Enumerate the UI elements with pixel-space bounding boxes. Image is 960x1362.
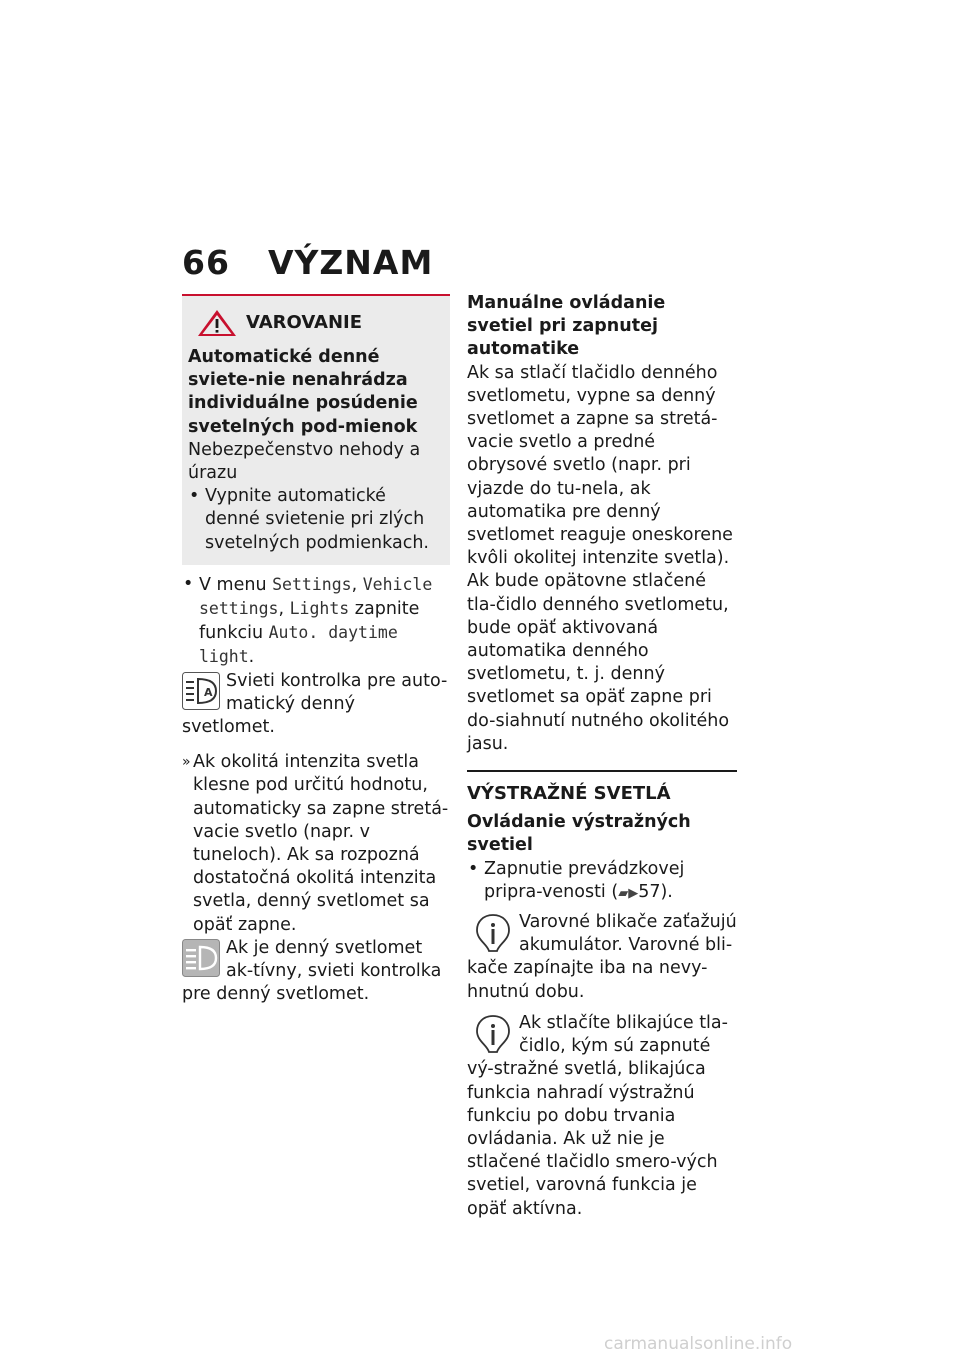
info-icon — [475, 913, 511, 953]
menu-text-1: V menu — [199, 574, 273, 595]
warning-heading: Automatické denné sviete-nie nenahrádza individuálne posúdenie svetelných pod-mienok — [188, 347, 418, 437]
svg-text:A: A — [204, 685, 213, 699]
page-ref-link[interactable]: 57 — [638, 881, 661, 902]
info-paragraph-2 — [467, 1012, 737, 1221]
watermark: carmanualsonline.info — [604, 1334, 793, 1354]
daytime-light-indicator-icon — [182, 939, 220, 977]
bullet-end: ). — [660, 881, 673, 902]
warning-header — [188, 308, 442, 338]
lamp-paragraph — [182, 937, 450, 1007]
ignition-bullet — [467, 858, 737, 905]
menu-text-5: . — [248, 647, 255, 668]
page-number: 66 — [182, 243, 230, 282]
page-title: VÝZNAM — [267, 243, 434, 282]
warning-box — [182, 294, 450, 565]
section-title: VÝSTRAŽNÉ SVETLÁ — [467, 783, 671, 805]
info-paragraph-1 — [467, 911, 737, 1004]
right-column — [467, 292, 737, 1221]
auto-lamp-text: Svieti kontrolka pre auto-matický denný svetlomet. — [182, 670, 448, 738]
menu-text-4: zapnite funkciu — [199, 599, 420, 644]
arrow-paragraph — [182, 751, 450, 937]
arrow-text: Ak okolitá intenzita svetla klesne pod určitú hodnotu, automaticky sa zapne stretá-vacie svetlo (napr. v tuneloch). Ak sa rozpozná dostatočná okolitá intenzita svetla, denný svetlomet sa opäť zapne. — [193, 752, 449, 935]
menu-path-lights: Lights — [289, 599, 350, 619]
menu-path-vehicle-settings: Vehicle settings — [199, 574, 433, 619]
warning-triangle-icon — [196, 308, 238, 338]
menu-text-3: , — [278, 599, 290, 620]
left-column — [182, 294, 450, 1006]
menu-path-settings: Settings — [272, 574, 352, 594]
info-text-2: Ak stlačíte blikajúce tla-čidlo, kým sú zapnuté vý-stražné svetlá, blikajúca funkcia nahradí výstražnú funkciu po dobu trvania ovládania. Ak už nie je stlačené tlačidlo smero-vých svetiel, varovná funkcia je opäť aktívna. — [467, 1012, 728, 1219]
warning-text: Nebezpečenstvo nehody a úrazu — [188, 439, 421, 484]
info-icon — [475, 1014, 511, 1054]
lamp-text: Ak je denný svetlomet ak-tívny, svieti kontrolka pre denný svetlomet. — [182, 937, 442, 1005]
menu-text-2: , — [351, 574, 363, 595]
menu-path-auto-daytime-light: Auto. daytime light — [199, 623, 398, 667]
sub-title: Ovládanie výstražných svetiel — [467, 812, 691, 856]
page-header — [182, 243, 433, 282]
menu-instruction — [182, 573, 450, 670]
bullet-text: Zapnutie prevádzkovej pripra-venosti ( — [484, 858, 685, 902]
warning-bullet: • Vypnite automatické denné svietenie pri zlých svetelných podmienkach. — [188, 485, 442, 555]
manual-text: Ak sa stlačí tlačidlo denného svetlometu, vypne sa denný svetlomet a zapne sa stretá-vacie svetlo a predné obrysové svetlo (napr. pri vjazde do tu-nela, ak automatika pre denný svetlomet reaguje oneskorene kvôli okolitej intenzite svetla). Ak bude opätovne stlačené tla-čidlo denného svetlometu, bude opäť aktivovaná automatika denného svetlometu, t. j. denný svetlomet sa opäť zapne pri do-siahnutí nutného okolitého jasu. — [467, 362, 733, 754]
auto-daytime-light-indicator-icon — [182, 672, 220, 710]
page-ref-arrow-icon: ▰▶ — [618, 885, 639, 901]
warning-title: VAROVANIE — [246, 312, 363, 334]
info-text-1: Varovné blikače zaťažujú akumulátor. Varovné bli-kače zapínajte iba na nevy-hnutnú dobu. — [467, 912, 737, 1002]
section-divider — [467, 770, 737, 772]
manual-title: Manuálne ovládanie svetiel pri zapnutej automatike — [467, 293, 666, 360]
auto-lamp-paragraph — [182, 670, 450, 740]
arrow-marker-icon: » — [182, 754, 191, 771]
